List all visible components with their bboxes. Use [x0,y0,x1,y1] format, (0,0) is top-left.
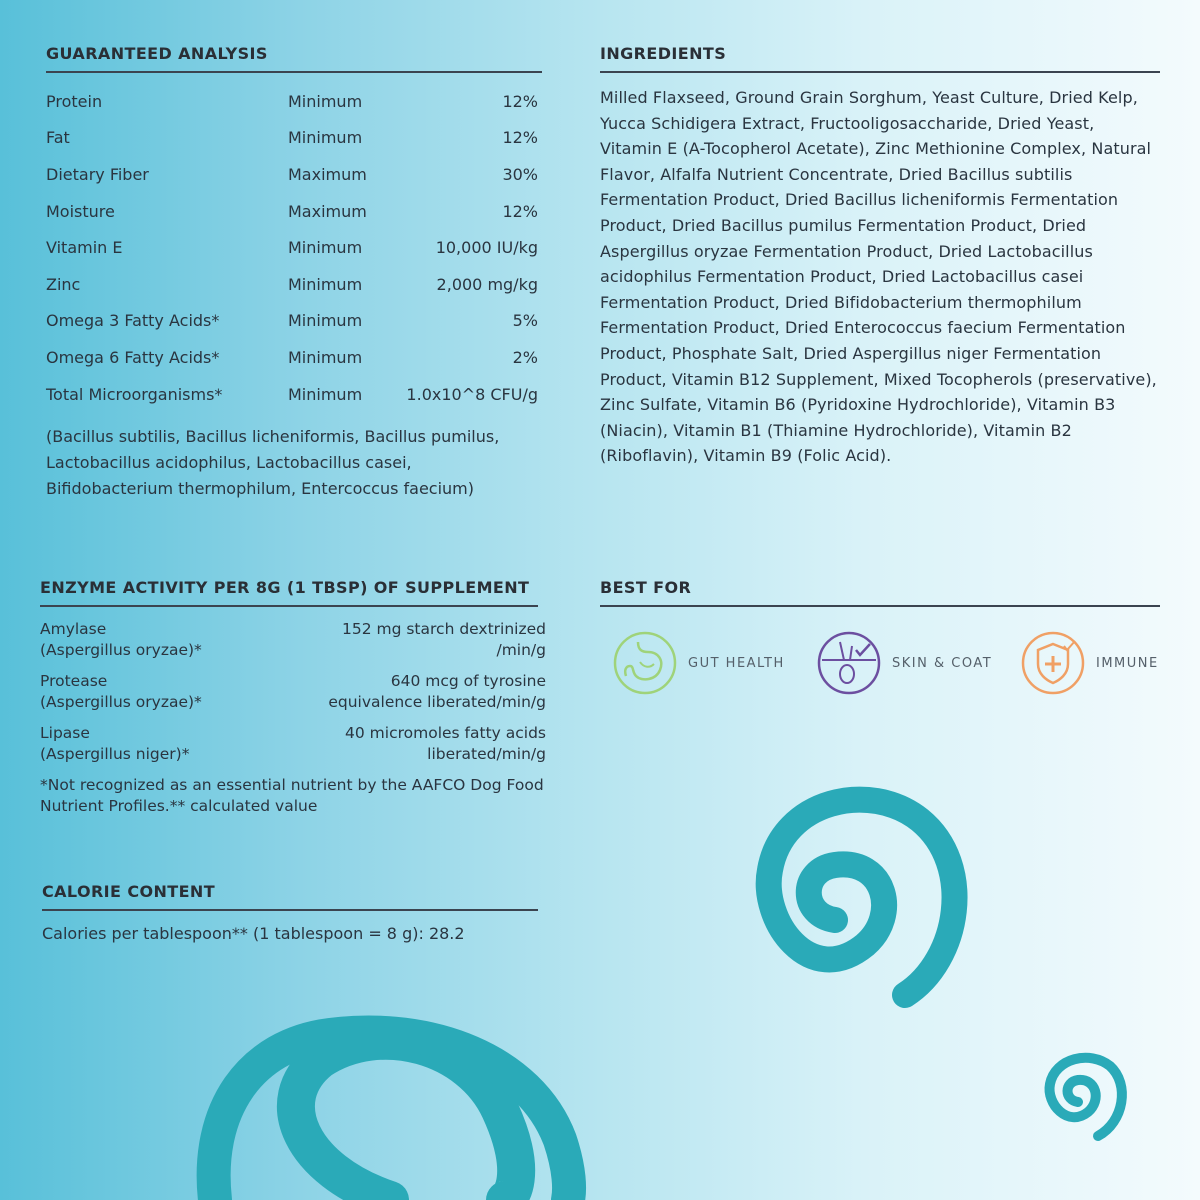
large-swirl-icon [214,1032,569,1200]
enzyme-value-line1: 152 mg starch dextrinized [341,620,546,638]
calorie-content-title: CALORIE CONTENT [42,882,538,911]
aafco-footnote: *Not recognized as an essential nutrient by the AAFCO Dog Food Nutrient Profiles.** calculated value [40,776,544,815]
nutrient-name: Omega 3 Fatty Acids* [46,311,220,331]
enzyme-source: (Aspergillus oryzae)* [40,641,202,659]
enzyme-name: Amylase [40,620,107,638]
nutrient-value: 5% [512,311,538,331]
nutrient-value: 30% [502,164,538,184]
nutrient-value: 12% [502,201,538,221]
shield-cross-icon [1020,630,1086,696]
medium-swirl-icon [769,800,955,995]
nutrient-qualifier: Minimum [288,238,363,258]
hair-follicle-icon [816,630,882,696]
guaranteed-analysis-title: GUARANTEED ANALYSIS [46,44,542,73]
skin-coat-label: SKIN & COAT [892,655,993,671]
calorie-content-text: Calories per tablespoon** (1 tablespoon = 8 g): 28.2 [42,924,465,943]
nutrient-qualifier: Minimum [288,128,363,148]
best-for-title: BEST FOR [600,578,1160,607]
enzyme-value-line2: equivalence liberated/min/g [328,693,546,711]
analysis-row [46,156,538,193]
analysis-row [46,193,538,230]
enzyme-value-line2: liberated/min/g [427,745,546,763]
nutrient-value: 12% [502,128,538,148]
nutrient-name: Omega 6 Fatty Acids* [46,347,220,367]
best-for-skin-coat [816,630,992,696]
enzyme-value-line1: 40 micromoles fatty acids [345,724,546,742]
nutrient-name: Zinc [46,274,81,294]
analysis-row [46,339,538,376]
nutrient-qualifier: Minimum [288,347,363,367]
enzyme-value-line1: 640 mcg of tyrosine [390,672,546,690]
nutrient-name: Total Microorganisms* [46,384,223,404]
best-for-gut-health [612,630,785,696]
enzyme-value-line2: /min/g [496,641,546,659]
best-for-immune [1020,630,1159,696]
enzyme-activity-title: ENZYME ACTIVITY PER 8G (1 TBSP) OF SUPPLEMENT [40,578,538,607]
enzyme-name: Lipase [40,724,90,742]
guaranteed-analysis-table [46,83,538,412]
nutrient-value: 1.0x10^8 CFU/g [406,384,538,404]
nutrient-value: 12% [502,91,538,111]
nutrient-name: Vitamin E [46,238,123,258]
analysis-row [46,229,538,266]
analysis-row [46,303,538,340]
best-for-section [600,578,1160,607]
enzyme-activity-section [40,578,546,817]
nutrient-value: 2,000 mg/kg [436,274,538,294]
gut-health-label: GUT HEALTH [688,655,785,671]
ingredients-text: Milled Flaxseed, Ground Grain Sorghum, Yeast Culture, Dried Kelp, Yucca Schidigera Extract, Fructooligosaccharide, Dried Yeast, Vitamin E (A-Tocopherol Acetate), Zinc Methionine Complex, Natural Flavor, Alfalfa Nutrient Concentrate, Dried Bacillus subtilis Fermentation Product, Dried Bacillus licheniformis Fermentation Product, Dried Bacillus pumilus Fermentation Product, Dried Aspergillus oryzae Fermentation Product, Dried Lactobacillus acidophilus Fermentation Product, Dried Lactobacillus casei Fermentation Product, Dried Bifidobacterium thermophilum Fermentation Product, Dried Enterococcus faecium Fermentation Product, Phosphate Salt, Dried Aspergillus niger Fermentation Product, Vitamin B12 Supplement, Mixed Tocopherols (preservative), Zinc Sulfate, Vitamin B6 (Pyridoxine Hydrochloride), Vitamin B3 (Niacin), Vitamin B1 (Thiamine Hydrochloride), Vitamin B2 (Riboflavin), Vitamin B9 (Folic Acid). [600,88,1157,466]
analysis-row [46,120,538,157]
analysis-row [46,266,538,303]
enzyme-source: (Aspergillus niger)* [40,745,190,763]
nutrient-qualifier: Minimum [288,311,363,331]
immune-label: IMMUNE [1096,655,1159,671]
microorganisms-note: (Bacillus subtilis, Bacillus licheniformis, Bacillus pumilus, Lactobacillus acidophilus, Lactobacillus casei, Bifidobacterium thermophilum, Entercoccus faecium) [46,427,500,499]
guaranteed-analysis-section [46,44,542,502]
analysis-row [46,83,538,120]
nutrient-qualifier: Maximum [288,201,367,221]
ingredients-section [600,44,1160,469]
nutrient-name: Moisture [46,201,115,221]
ingredients-title: INGREDIENTS [600,44,1160,73]
enzyme-row [40,723,546,775]
nutrient-name: Dietary Fiber [46,164,149,184]
nutrient-qualifier: Maximum [288,164,367,184]
nutrient-qualifier: Minimum [288,91,363,111]
calorie-content-section [42,882,538,944]
nutrient-qualifier: Minimum [288,384,363,404]
enzyme-name: Protease [40,672,108,690]
stomach-icon [612,630,678,696]
enzyme-source: (Aspergillus oryzae)* [40,693,202,711]
nutrient-value: 2% [512,347,538,367]
enzyme-row [40,671,546,723]
enzyme-activity-table [40,619,546,775]
nutrient-name: Protein [46,91,103,111]
nutrient-name: Fat [46,128,70,148]
analysis-row [46,376,538,413]
small-swirl-icon [1050,1058,1122,1136]
nutrient-value: 10,000 IU/kg [435,238,538,258]
enzyme-row [40,619,546,671]
nutrient-qualifier: Minimum [288,274,363,294]
